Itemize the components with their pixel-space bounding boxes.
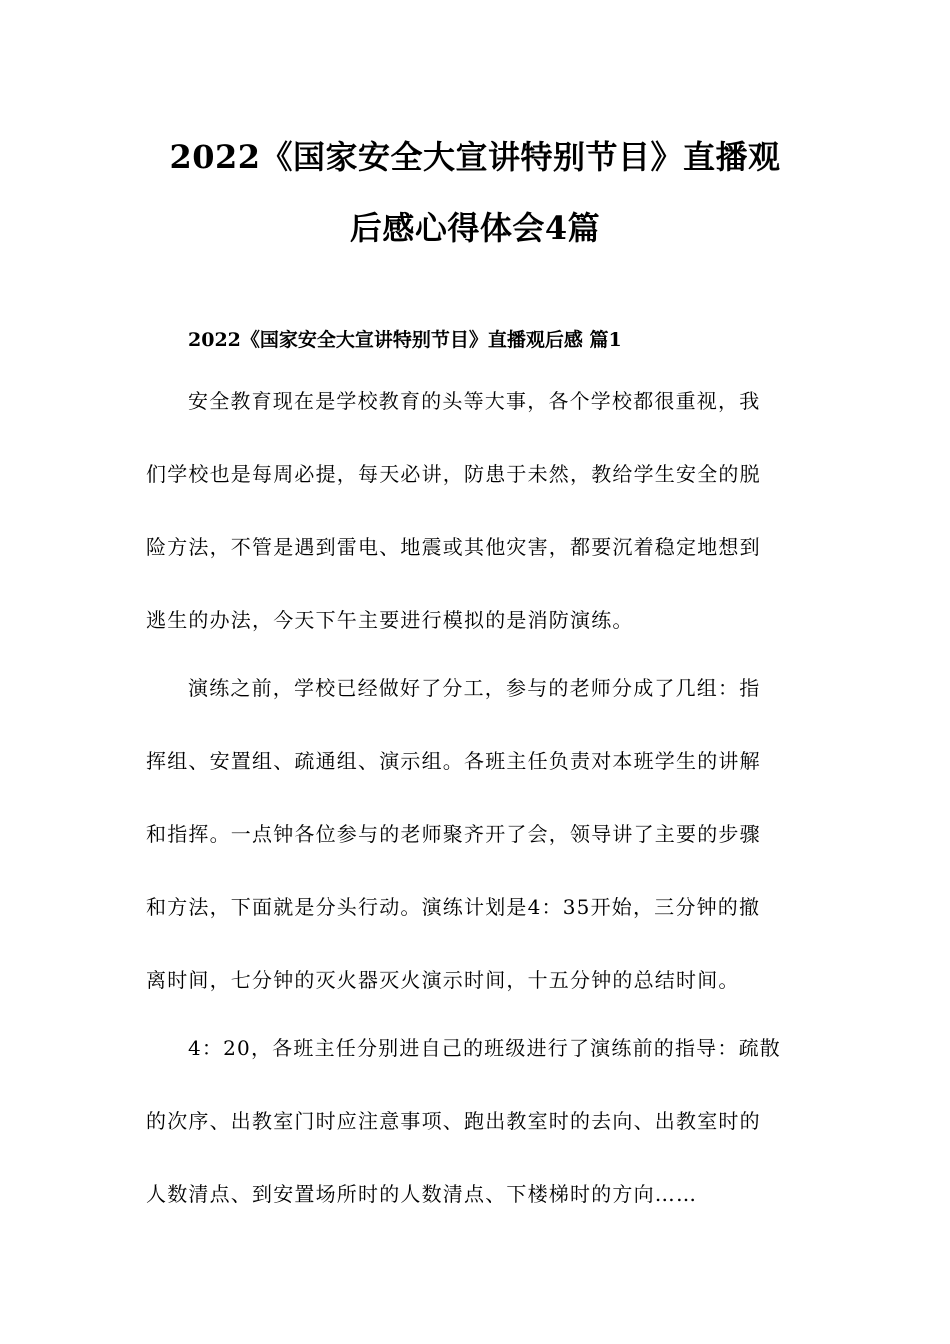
paragraph-2-line-1: 演练之前，学校已经做好了分工，参与的老师分成了几组：指 [188, 676, 761, 700]
paragraph-1-line-4: 逃生的办法，今天下午主要进行模拟的是消防演练。 [146, 608, 634, 632]
document-title-line-1: 2022《国家安全大宣讲特别节目》直播观 [169, 138, 781, 176]
paragraph-1-line-1: 安全教育现在是学校教育的头等大事，各个学校都很重视，我 [188, 389, 761, 413]
section-heading: 2022《国家安全大宣讲特别节目》直播观后感 篇1 [188, 329, 622, 351]
paragraph-3-line-3: 人数清点、到安置场所时的人数清点、下楼梯时的方向…… [146, 1182, 698, 1206]
document-title-line-2: 后感心得体会4篇 [349, 209, 601, 247]
paragraph-2-line-3: 和指挥。一点钟各位参与的老师聚齐开了会，领导讲了主要的步骤 [146, 822, 761, 846]
paragraph-1-line-2: 们学校也是每周必提，每天必讲，防患于未然，教给学生安全的脱 [146, 462, 761, 486]
paragraph-2-line-5: 离时间，七分钟的灭火器灭火演示时间，十五分钟的总结时间。 [146, 968, 740, 992]
paragraph-2-line-4: 和方法，下面就是分头行动。演练计划是4：35开始，三分钟的撤 [146, 895, 761, 919]
paragraph-2-line-2: 挥组、安置组、疏通组、演示组。各班主任负责对本班学生的讲解 [146, 749, 761, 773]
paragraph-3-line-2: 的次序、出教室门时应注意事项、跑出教室时的去向、出教室时的 [146, 1109, 761, 1133]
paragraph-3-line-1: 4：20，各班主任分别进自己的班级进行了演练前的指导：疏散 [188, 1036, 781, 1060]
paragraph-1-line-3: 险方法，不管是遇到雷电、地震或其他灾害，都要沉着稳定地想到 [146, 535, 761, 559]
